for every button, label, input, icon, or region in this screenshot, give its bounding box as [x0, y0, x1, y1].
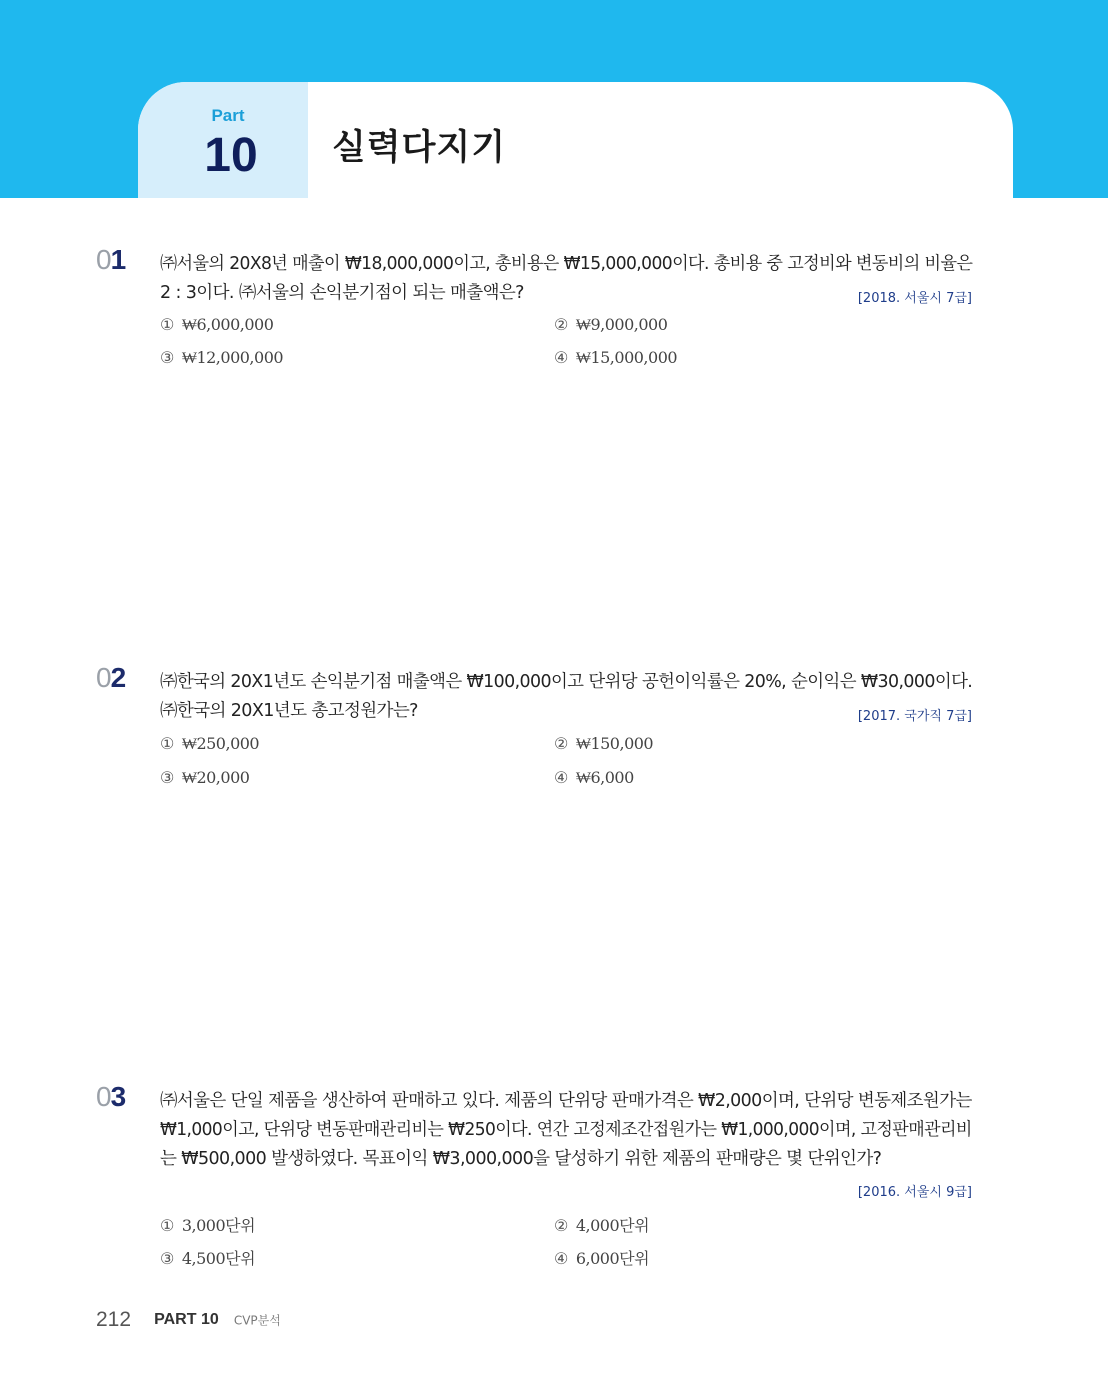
choice-item[interactable]: ① ₩6,000,000: [160, 315, 274, 334]
choice-item[interactable]: ② ₩150,000: [554, 734, 654, 753]
question-line: ₩1,000이고, 단위당 변동판매관리비는 ₩250이다. 연간 고정제조간접원가는 ₩1,000,000이며, 고정판매관리비: [160, 1120, 972, 1140]
question-line: ㈜한국의 20X1년도 손익분기점 매출액은 ₩100,000이고 단위당 공헌이익률은 20%, 순이익은 ₩30,000이다.: [160, 672, 973, 692]
chapter-header: [138, 82, 1013, 198]
choice-item[interactable]: ④ ₩6,000: [554, 768, 634, 787]
question-text: [160, 1087, 972, 1200]
choice-item[interactable]: ③ ₩20,000: [160, 768, 250, 787]
footer-chapter: CVP분석: [233, 1313, 281, 1328]
choice-item[interactable]: ② 4,000단위: [554, 1216, 650, 1235]
question-line: ㈜서울은 단일 제품을 생산하여 판매하고 있다. 제품의 단위당 판매가격은 ₩2,000이며, 단위당 변동제조원가는: [160, 1091, 972, 1111]
choice-item[interactable]: ④ ₩15,000,000: [554, 348, 678, 367]
part-label: Part: [211, 106, 245, 125]
page-title: 실력다지기: [332, 128, 507, 168]
page-footer: [96, 1308, 281, 1332]
choice-item[interactable]: ② ₩9,000,000: [554, 315, 668, 334]
question-source: [2017. 국가직 7급]: [857, 709, 972, 724]
choice-item[interactable]: ③ ₩12,000,000: [160, 348, 284, 367]
question-line: ㈜한국의 20X1년도 총고정원가는?: [160, 701, 418, 721]
part-badge: [138, 82, 308, 198]
question-line: 는 ₩500,000 발생하였다. 목표이익 ₩3,000,000을 달성하기 위한 제품의 판매량은 몇 단위인가?: [160, 1149, 882, 1169]
choice-item[interactable]: ① ₩250,000: [160, 734, 260, 753]
question-number: 02: [96, 662, 126, 693]
question-line: ㈜서울의 20X8년 매출이 ₩18,000,000이고, 총비용은 ₩15,000,000이다. 총비용 중 고정비와 변동비의 비율은: [160, 254, 973, 274]
choice-item[interactable]: ④ 6,000단위: [554, 1249, 650, 1268]
question-line: 2 : 3이다. ㈜서울의 손익분기점이 되는 매출액은?: [160, 283, 524, 303]
choice-item[interactable]: ③ 4,500단위: [160, 1249, 256, 1268]
footer-part: PART 10: [154, 1311, 219, 1328]
question-number: 01: [96, 244, 126, 275]
choice-item[interactable]: ① 3,000단위: [160, 1216, 256, 1235]
part-number: 10: [204, 129, 258, 182]
question-text: [160, 668, 972, 726]
question-source: [2016. 서울시 9급]: [857, 1185, 972, 1200]
question-text: [160, 250, 972, 308]
page-number: 212: [96, 1308, 132, 1331]
question-number: 03: [96, 1081, 126, 1112]
question-source: [2018. 서울시 7급]: [857, 291, 972, 306]
